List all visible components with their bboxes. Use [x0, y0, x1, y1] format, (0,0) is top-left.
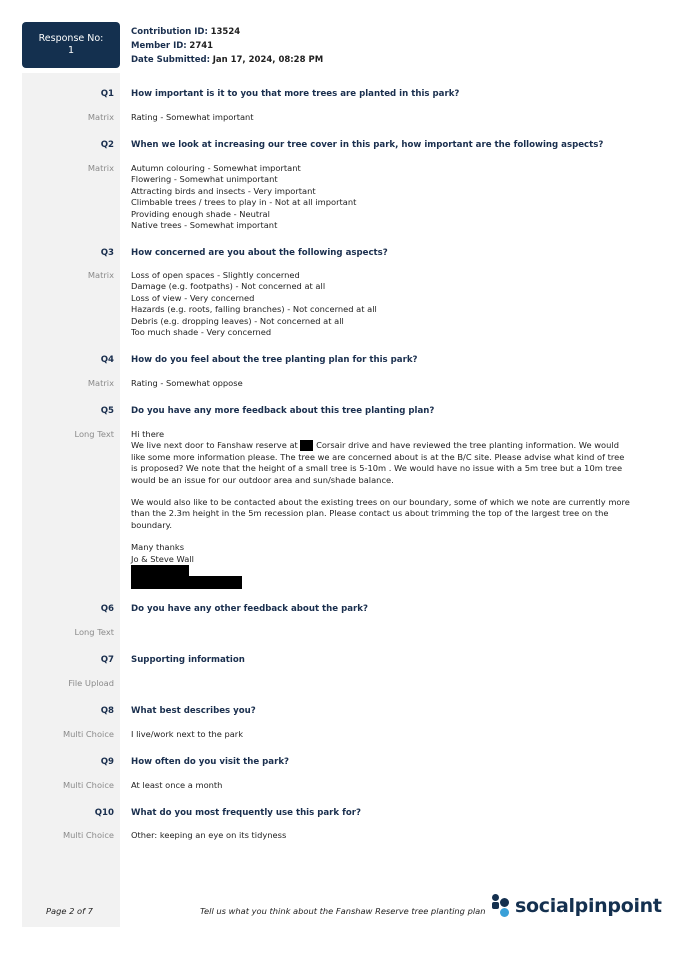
- answer-line: Providing enough shade - Neutral: [131, 208, 270, 219]
- answer-line: I live/work next to the park: [131, 729, 244, 739]
- side-strip: [22, 73, 120, 927]
- question-type: Long Text: [74, 627, 114, 637]
- question-type: Long Text: [74, 429, 114, 439]
- question-number: Q3: [100, 248, 114, 258]
- response-meta: [131, 25, 323, 67]
- question-type: Matrix: [87, 163, 114, 173]
- answer-paragraph-start: We live next door to Fanshaw reserve at: [131, 440, 298, 451]
- answer-line: Loss of view - Very concerned: [131, 292, 255, 303]
- question-number: Q4: [100, 355, 114, 365]
- question-text: How often do you visit the park?: [131, 757, 290, 767]
- question-text: How concerned are you about the following aspects?: [131, 248, 388, 258]
- question-text: When we look at increasing our tree cover in this park, how important are the following aspects?: [131, 140, 604, 150]
- page-number: Page 2 of 7: [46, 906, 93, 916]
- date-label: Date Submitted:: [131, 55, 210, 65]
- question-type: File Upload: [68, 678, 114, 688]
- answer-names: Jo & Steve Wall: [131, 553, 194, 564]
- question-type: Multi Choice: [62, 729, 114, 739]
- answer-line: Damage (e.g. footpaths) - Not concerned at all: [131, 281, 326, 292]
- question-number: Q5: [100, 406, 114, 416]
- answer-line: Too much shade - Very concerned: [131, 327, 272, 338]
- question-text: Supporting information: [131, 655, 245, 665]
- date-value: Jan 17, 2024, 08:28 PM: [212, 55, 324, 65]
- badge-label: Response No:: [38, 33, 104, 44]
- redaction-block: [300, 440, 313, 451]
- answer: [131, 780, 631, 791]
- question-text: What best describes you?: [131, 706, 256, 716]
- question-number: Q10: [94, 808, 114, 818]
- answer-paragraph: We would also like to be contacted about the existing trees on our boundary, some of which we note are currently more than the 2.3m height in the 5m recession plan. Please contact us about trimming the top of the largest tree on the boundary.: [131, 497, 630, 530]
- answer-paragraph-rest: Corsair drive and have reviewed the tree planting information. We would like some more information please. The tree we are concerned about is at the B/C site. Please advise what kind of tree is proposed? We note that the height of a small tree is 5-10m . We would have no issue with a 5m tree but a 10m tree would be an issue for our outdoor area and sun/shade balance.: [131, 440, 625, 485]
- answer-line: Autumn colouring - Somewhat important: [131, 163, 301, 173]
- answer-line: At least once a month: [131, 780, 223, 790]
- contribution-value: 13524: [210, 27, 241, 37]
- socialpinpoint-logo: [492, 894, 662, 918]
- socialpinpoint-logo-icon: [492, 894, 510, 918]
- question-number: Q6: [100, 604, 114, 614]
- question-type: Matrix: [87, 112, 114, 122]
- long-text-answer: [131, 429, 631, 589]
- question-text: Do you have any other feedback about the park?: [131, 604, 368, 614]
- question-type: Matrix: [87, 378, 114, 388]
- question-number: Q9: [100, 757, 114, 767]
- question-number: Q2: [100, 140, 114, 150]
- logo-text: socialpinpoint: [515, 895, 662, 917]
- answer-line: Debris (e.g. dropping leaves) - Not concerned at all: [131, 315, 344, 326]
- question-text: What do you most frequently use this park for?: [131, 808, 361, 818]
- answer-paragraph: [131, 440, 631, 486]
- answer: [131, 830, 631, 841]
- badge-number: 1: [67, 45, 75, 56]
- redaction-block: [131, 565, 189, 576]
- answer-greeting: Hi there: [131, 429, 165, 439]
- answer-line: Attracting birds and insects - Very important: [131, 185, 316, 196]
- member-label: Member ID:: [131, 41, 187, 51]
- answer-line: Other: keeping an eye on its tidyness: [131, 830, 287, 840]
- answer-line: Native trees - Somewhat important: [131, 220, 278, 231]
- answer-signoff: Many thanks: [131, 542, 185, 553]
- answer-line: Loss of open spaces - Slightly concerned: [131, 270, 300, 280]
- question-number: Q8: [100, 706, 114, 716]
- member-value: 2741: [189, 41, 214, 51]
- answer-line: Flowering - Somewhat unimportant: [131, 174, 278, 185]
- question-number: Q7: [100, 655, 114, 665]
- answer-line: Climbable trees / trees to play in - Not at all important: [131, 197, 357, 208]
- question-text: How do you feel about the tree planting plan for this park?: [131, 355, 418, 365]
- answer: [131, 112, 631, 123]
- answer: [131, 163, 631, 231]
- answer-line: Rating - Somewhat important: [131, 112, 254, 122]
- question-number: Q1: [100, 89, 114, 99]
- response-badge: [22, 22, 120, 68]
- answer-line: Rating - Somewhat oppose: [131, 378, 243, 388]
- question-type: Multi Choice: [62, 830, 114, 840]
- answer: [131, 729, 631, 740]
- question-type: Matrix: [87, 270, 114, 280]
- answer: [131, 378, 631, 389]
- answer: [131, 270, 631, 338]
- footer-title: Tell us what you think about the Fanshaw Reserve tree planting plan: [200, 906, 486, 916]
- question-text: How important is it to you that more trees are planted in this park?: [131, 89, 460, 99]
- redaction-block: [131, 576, 242, 589]
- answer-line: Hazards (e.g. roots, falling branches) - Not concerned at all: [131, 304, 377, 315]
- question-type: Multi Choice: [62, 780, 114, 790]
- question-text: Do you have any more feedback about this tree planting plan?: [131, 406, 435, 416]
- contribution-label: Contribution ID:: [131, 27, 208, 37]
